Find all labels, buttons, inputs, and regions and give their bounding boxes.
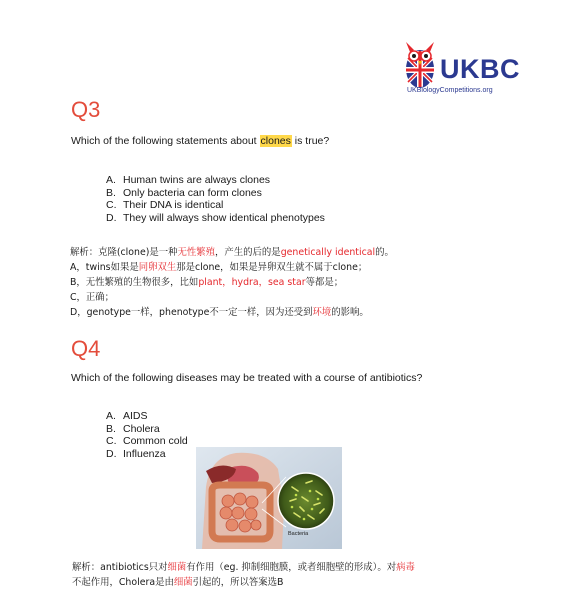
q4-expl-line-1 (72, 560, 415, 575)
expl-text: B，无性繁殖的生物很多，比如 (70, 277, 199, 288)
expl-text: ，产生的后的是 (215, 247, 281, 258)
q3-expl-line-3 (70, 275, 394, 290)
expl-emphasis: plant，hydra，sea star (198, 277, 306, 288)
option-letter: C. (106, 199, 117, 212)
q4-option-c (106, 435, 188, 448)
option-text: Their DNA is identical (123, 199, 224, 212)
q3-expl-line-1 (70, 245, 394, 260)
q4-explanation (72, 560, 415, 590)
q3-option-b (106, 187, 325, 200)
figure-label: Bacteria (288, 531, 309, 537)
q4-options (106, 410, 188, 460)
q3-option-d (106, 212, 325, 225)
option-text: AIDS (123, 410, 148, 422)
q3-explanation (70, 245, 394, 320)
option-letter: B. (106, 422, 116, 435)
q4-expl-line-2 (72, 575, 415, 590)
expl-text: 的。 (375, 247, 394, 258)
expl-text: 的影响。 (331, 307, 369, 318)
expl-emphasis: 无性繁殖 (177, 247, 216, 258)
expl-emphasis: 同卵双生 (138, 262, 177, 273)
logo-text: UKBC (440, 54, 520, 84)
q3-options (106, 174, 325, 224)
q4-option-d (106, 448, 188, 461)
q4-option-a (106, 410, 188, 423)
option-letter: D. (106, 447, 117, 460)
expl-emphasis: 细菌 (167, 562, 187, 573)
q3-question-post: is true? (291, 135, 330, 147)
q3-expl-line-2 (70, 260, 394, 275)
option-text: Cholera (123, 422, 160, 435)
expl-text: A，twins如果是 (70, 262, 139, 273)
q3-option-a (106, 174, 325, 187)
expl-text: 那是clone，如果是异卵双生就不属于clone； (176, 262, 368, 273)
option-text: Human twins are always clones (123, 174, 271, 186)
expl-text: 引起的，所以答案选B (192, 577, 284, 588)
q3-option-c (106, 199, 325, 212)
q3-question-highlight: clones (260, 135, 291, 147)
q4-option-b (106, 423, 188, 436)
expl-text: 有作用（eg. 抑制细胞膜，或者细胞壁的形成）。对 (186, 562, 397, 573)
expl-text: 解析：antibiotics只对 (72, 562, 168, 573)
q4-heading: Q4 (71, 336, 101, 361)
option-letter: C. (106, 435, 117, 448)
option-letter: D. (106, 211, 117, 224)
q3-question-pre: Which of the following statements about (71, 135, 260, 147)
q3-heading: Q3 (71, 97, 101, 122)
expl-text: 解析：克隆(clone)是一种 (70, 247, 178, 258)
expl-text: 不起作用，Cholera是由 (72, 577, 174, 588)
expl-text: 等都是； (305, 277, 344, 288)
option-letter: A. (106, 410, 116, 422)
q3-expl-line-5 (70, 305, 394, 320)
intestine-bacteria-illustration (196, 447, 342, 549)
logo-url: UKBiologyCompetitions.org (407, 87, 493, 94)
expl-emphasis: 环境 (312, 307, 332, 318)
option-text: They will always show identical phenotypes (123, 211, 325, 224)
option-letter: B. (106, 186, 116, 199)
expl-emphasis: 病毒 (396, 562, 415, 573)
expl-emphasis: 细菌 (173, 577, 193, 588)
option-letter: A. (106, 174, 116, 186)
option-text: Influenza (123, 447, 166, 460)
q3-expl-line-4: C，正确； (70, 292, 115, 303)
option-text: Common cold (123, 435, 188, 448)
q4-question: Which of the following diseases may be treated with a course of antibiotics? (71, 372, 423, 384)
option-text: Only bacteria can form clones (123, 186, 262, 199)
expl-text: D，genotype一样，phenotype不一定一样，因为还受到 (70, 307, 313, 318)
q3-question (71, 135, 329, 147)
expl-emphasis: genetically identical (280, 247, 376, 258)
